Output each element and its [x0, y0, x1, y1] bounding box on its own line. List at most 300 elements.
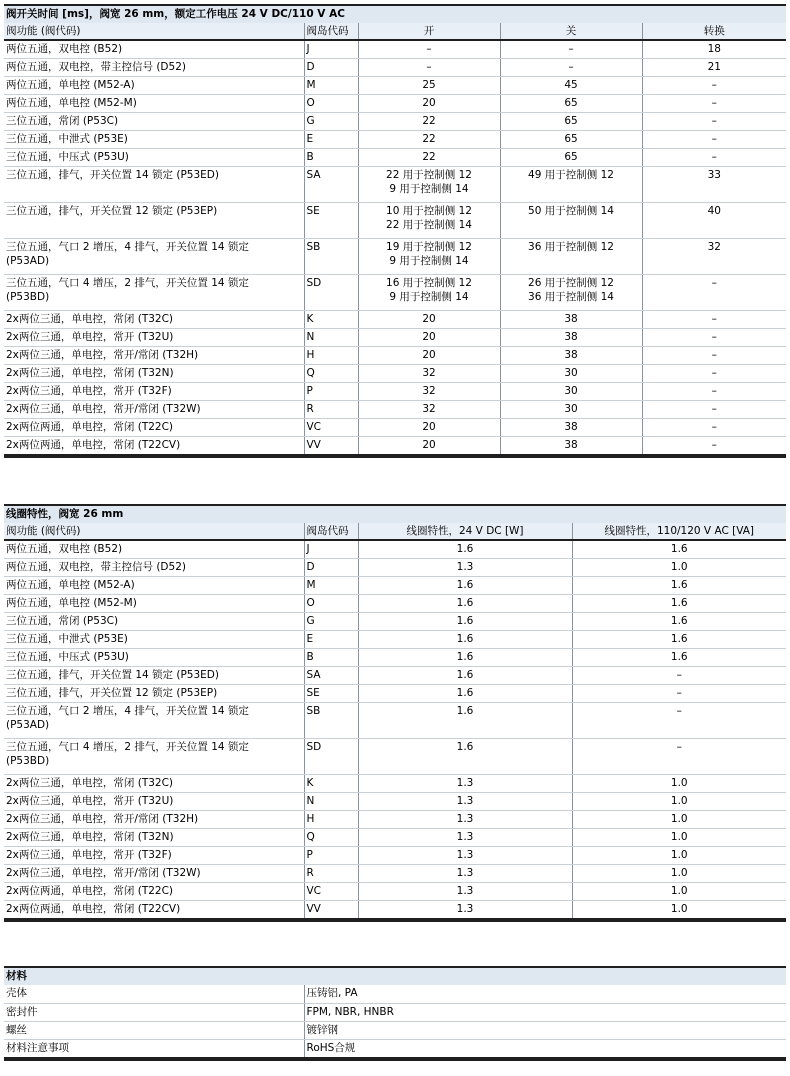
- function-cell: [4, 347, 304, 365]
- open-value: 16 用于控制侧 12: [386, 277, 472, 289]
- close-value: 65: [564, 133, 578, 145]
- function-text: 两位五通，双电控，带主控信号 (D52): [6, 561, 186, 573]
- table-row: [4, 775, 786, 793]
- function-text: 2x两位三通，单电控，常开 (T32F): [6, 385, 172, 397]
- open-value: –: [426, 61, 432, 73]
- table-row: [4, 595, 786, 613]
- function-text: 2x两位三通，单电控，常开 (T32F): [6, 849, 172, 861]
- function-text: 2x两位两通，单电控，常闭 (T22C): [6, 885, 174, 897]
- open-cell: [358, 131, 500, 149]
- function-cell: [4, 613, 304, 631]
- open-cell: [358, 95, 500, 113]
- open-value: 22: [422, 115, 436, 127]
- function-cell: [4, 239, 304, 275]
- code-cell: B: [304, 649, 358, 667]
- table-end-rule: [4, 1059, 786, 1061]
- material-value: 压铸铝, PA: [304, 985, 786, 1003]
- close-cell: [500, 401, 642, 419]
- code-cell: O: [304, 595, 358, 613]
- table-row: [4, 40, 786, 59]
- function-cell: [4, 631, 304, 649]
- function-text: 2x两位两通，单电控，常闭 (T22CV): [6, 903, 181, 915]
- function-text: 两位五通，单电控 (M52-M): [6, 597, 137, 609]
- table-row: [4, 239, 786, 275]
- function-text: 三位五通，中泄式 (P53E): [6, 633, 128, 645]
- switch-cell: –: [642, 131, 786, 149]
- switch-cell: –: [642, 365, 786, 383]
- dc-cell: 1.3: [358, 883, 572, 901]
- close-value-2: 36 用于控制侧 14: [528, 291, 614, 303]
- table-row: [4, 577, 786, 595]
- function-cell: [4, 203, 304, 239]
- function-text: 三位五通，气口 4 增压，2 排气，开关位置 14 锁定: [6, 741, 249, 753]
- function-cell: [4, 311, 304, 329]
- ac-cell: 1.6: [572, 631, 786, 649]
- function-text: 两位五通，单电控 (M52-M): [6, 97, 137, 109]
- table-row: [4, 883, 786, 901]
- code-cell: SD: [304, 275, 358, 311]
- code-cell: K: [304, 775, 358, 793]
- coil-header-ac: 线圈特性，110/120 V AC [VA]: [572, 523, 786, 540]
- code-cell: R: [304, 865, 358, 883]
- switch-cell: –: [642, 149, 786, 167]
- close-value: 26 用于控制侧 12: [528, 277, 614, 289]
- open-cell: [358, 239, 500, 275]
- material-row: [4, 1003, 786, 1021]
- close-cell: [500, 113, 642, 131]
- code-cell: N: [304, 793, 358, 811]
- open-value-2: 9 用于控制侧 14: [389, 183, 469, 195]
- material-label: 密封件: [4, 1003, 304, 1021]
- ac-cell: 1.0: [572, 865, 786, 883]
- function-text: 三位五通，中压式 (P53U): [6, 651, 129, 663]
- table-row: [4, 667, 786, 685]
- materials-title: 材料: [4, 967, 786, 985]
- function-text-cont: (P53BD): [6, 291, 50, 303]
- dc-cell: 1.3: [358, 901, 572, 921]
- material-row: [4, 1021, 786, 1039]
- function-text: 2x两位三通，单电控，常闭 (T32C): [6, 313, 174, 325]
- header-switch: 转换: [642, 23, 786, 40]
- code-cell: SE: [304, 203, 358, 239]
- function-text: 三位五通，中泄式 (P53E): [6, 133, 128, 145]
- code-cell: H: [304, 811, 358, 829]
- dc-cell: 1.6: [358, 703, 572, 739]
- switch-cell: 18: [642, 40, 786, 59]
- table-row: [4, 419, 786, 437]
- function-text: 两位五通，单电控 (M52-A): [6, 579, 135, 591]
- material-row: [4, 985, 786, 1003]
- code-cell: VV: [304, 901, 358, 921]
- close-value: 65: [564, 115, 578, 127]
- function-text: 三位五通，气口 2 增压，4 排气，开关位置 14 锁定: [6, 241, 249, 253]
- code-cell: P: [304, 383, 358, 401]
- close-cell: [500, 383, 642, 401]
- function-cell: [4, 901, 304, 921]
- material-label: 材料注意事项: [4, 1039, 304, 1059]
- close-value: 45: [564, 79, 578, 91]
- code-cell: VV: [304, 437, 358, 457]
- open-cell: [358, 383, 500, 401]
- dc-cell: 1.3: [358, 829, 572, 847]
- close-cell: [500, 167, 642, 203]
- open-value: 22 用于控制侧 12: [386, 169, 472, 181]
- close-value: 30: [564, 385, 578, 397]
- ac-cell: –: [572, 667, 786, 685]
- function-cell: [4, 865, 304, 883]
- table-row: [4, 113, 786, 131]
- open-cell: [358, 77, 500, 95]
- header-close: 关: [500, 23, 642, 40]
- function-cell: [4, 685, 304, 703]
- open-cell: [358, 329, 500, 347]
- switch-cell: 40: [642, 203, 786, 239]
- open-cell: [358, 149, 500, 167]
- close-value: 38: [564, 439, 578, 451]
- open-value: 32: [422, 385, 436, 397]
- code-cell: M: [304, 77, 358, 95]
- function-text: 2x两位三通，单电控，常开/常闭 (T32H): [6, 349, 199, 361]
- ac-cell: 1.0: [572, 811, 786, 829]
- switching-header-row: [4, 23, 786, 40]
- ac-cell: –: [572, 703, 786, 739]
- open-value-2: 9 用于控制侧 14: [389, 255, 469, 267]
- function-cell: [4, 649, 304, 667]
- open-cell: [358, 275, 500, 311]
- ac-cell: 1.6: [572, 540, 786, 559]
- table-row: [4, 703, 786, 739]
- code-cell: B: [304, 149, 358, 167]
- table-row: [4, 847, 786, 865]
- dc-cell: 1.6: [358, 685, 572, 703]
- table-row: [4, 540, 786, 559]
- function-text: 2x两位两通，单电控，常闭 (T22C): [6, 421, 174, 433]
- close-value: 38: [564, 349, 578, 361]
- open-cell: [358, 419, 500, 437]
- function-text: 2x两位三通，单电控，常开/常闭 (T32H): [6, 813, 199, 825]
- close-cell: [500, 149, 642, 167]
- table-row: [4, 437, 786, 457]
- function-text: 2x两位三通，单电控，常闭 (T32N): [6, 367, 174, 379]
- function-cell: [4, 847, 304, 865]
- table-row: [4, 347, 786, 365]
- function-cell: [4, 577, 304, 595]
- table-row: [4, 901, 786, 921]
- open-cell: [358, 113, 500, 131]
- open-value: 20: [422, 331, 436, 343]
- table-row: [4, 649, 786, 667]
- function-cell: [4, 739, 304, 775]
- table-row: [4, 311, 786, 329]
- materials-body: [4, 967, 786, 1061]
- dc-cell: 1.3: [358, 559, 572, 577]
- switch-cell: –: [642, 383, 786, 401]
- ac-cell: –: [572, 685, 786, 703]
- function-text: 两位五通，双电控 (B52): [6, 543, 123, 555]
- code-cell: E: [304, 131, 358, 149]
- table-row: [4, 149, 786, 167]
- close-value: –: [568, 61, 574, 73]
- function-text: 三位五通，排气，开关位置 14 锁定 (P53ED): [6, 669, 219, 681]
- function-text: 三位五通，常闭 (P53C): [6, 115, 119, 127]
- function-text: 2x两位三通，单电控，常闭 (T32C): [6, 777, 174, 789]
- close-value: 49 用于控制侧 12: [528, 169, 614, 181]
- header-open: 开: [358, 23, 500, 40]
- close-value: 50 用于控制侧 14: [528, 205, 614, 217]
- function-text: 三位五通，中压式 (P53U): [6, 151, 129, 163]
- code-cell: N: [304, 329, 358, 347]
- function-cell: [4, 40, 304, 59]
- code-cell: SA: [304, 167, 358, 203]
- code-cell: D: [304, 559, 358, 577]
- function-text-cont: (P53AD): [6, 719, 50, 731]
- code-cell: SB: [304, 239, 358, 275]
- open-cell: [358, 347, 500, 365]
- function-cell: [4, 419, 304, 437]
- open-value: 20: [422, 97, 436, 109]
- code-cell: M: [304, 577, 358, 595]
- code-cell: J: [304, 40, 358, 59]
- close-value: 30: [564, 403, 578, 415]
- open-value: 22: [422, 151, 436, 163]
- dc-cell: 1.3: [358, 793, 572, 811]
- coil-header-code: 阀岛代码: [304, 523, 358, 540]
- function-cell: [4, 95, 304, 113]
- code-cell: VC: [304, 419, 358, 437]
- open-value: 20: [422, 313, 436, 325]
- close-cell: [500, 40, 642, 59]
- function-cell: [4, 811, 304, 829]
- table-row: [4, 811, 786, 829]
- switching-time-body: [4, 5, 786, 458]
- function-text: 两位五通，双电控，带主控信号 (D52): [6, 61, 186, 73]
- open-value: 32: [422, 403, 436, 415]
- open-cell: [358, 365, 500, 383]
- material-value: 镀锌钢: [304, 1021, 786, 1039]
- open-value: 32: [422, 367, 436, 379]
- close-value: 38: [564, 421, 578, 433]
- switching-time-title: 阀开关时间 [ms]，阀宽 26 mm，额定工作电压 24 V DC/110 V AC: [4, 5, 786, 23]
- code-cell: D: [304, 59, 358, 77]
- open-value: 20: [422, 439, 436, 451]
- coil-header-dc: 线圈特性，24 V DC [W]: [358, 523, 572, 540]
- open-value-2: 22 用于控制侧 14: [386, 219, 472, 231]
- table-row: [4, 829, 786, 847]
- table-row: [4, 865, 786, 883]
- function-cell: [4, 883, 304, 901]
- dc-cell: 1.6: [358, 739, 572, 775]
- code-cell: O: [304, 95, 358, 113]
- open-value: 20: [422, 349, 436, 361]
- function-text: 2x两位三通，单电控，常开 (T32U): [6, 795, 174, 807]
- switch-cell: –: [642, 329, 786, 347]
- code-cell: G: [304, 113, 358, 131]
- function-cell: [4, 365, 304, 383]
- function-text: 三位五通，排气，开关位置 12 锁定 (P53EP): [6, 687, 218, 699]
- material-value: FPM, NBR, HNBR: [304, 1003, 786, 1021]
- code-cell: VC: [304, 883, 358, 901]
- table-row: [4, 167, 786, 203]
- close-cell: [500, 95, 642, 113]
- open-value: 19 用于控制侧 12: [386, 241, 472, 253]
- dc-cell: 1.3: [358, 811, 572, 829]
- close-cell: [500, 131, 642, 149]
- open-value: 22: [422, 133, 436, 145]
- function-cell: [4, 131, 304, 149]
- switch-cell: –: [642, 401, 786, 419]
- material-row: [4, 1039, 786, 1059]
- function-cell: [4, 383, 304, 401]
- coil-characteristics-table: [4, 504, 786, 922]
- ac-cell: 1.0: [572, 901, 786, 921]
- table-end-rule: [4, 456, 786, 458]
- function-text: 2x两位三通，单电控，常开/常闭 (T32W): [6, 867, 201, 879]
- switch-cell: –: [642, 419, 786, 437]
- function-text-cont: (P53AD): [6, 255, 50, 267]
- close-cell: [500, 275, 642, 311]
- table-row: [4, 365, 786, 383]
- coil-body: [4, 505, 786, 922]
- function-text: 三位五通，排气，开关位置 14 锁定 (P53ED): [6, 169, 219, 181]
- dc-cell: 1.6: [358, 540, 572, 559]
- dc-cell: 1.3: [358, 847, 572, 865]
- ac-cell: 1.6: [572, 595, 786, 613]
- switch-cell: –: [642, 113, 786, 131]
- open-value: –: [426, 43, 432, 55]
- code-cell: SA: [304, 667, 358, 685]
- ac-cell: 1.6: [572, 613, 786, 631]
- table-end-rule: [4, 920, 786, 922]
- open-cell: [358, 311, 500, 329]
- table-row: [4, 203, 786, 239]
- open-cell: [358, 437, 500, 457]
- code-cell: SE: [304, 685, 358, 703]
- close-value: 65: [564, 97, 578, 109]
- open-value: 10 用于控制侧 12: [386, 205, 472, 217]
- function-text: 2x两位三通，单电控，常闭 (T32N): [6, 831, 174, 843]
- dc-cell: 1.3: [358, 865, 572, 883]
- function-cell: [4, 793, 304, 811]
- close-cell: [500, 239, 642, 275]
- ac-cell: 1.0: [572, 883, 786, 901]
- function-cell: [4, 667, 304, 685]
- table-row: [4, 95, 786, 113]
- function-cell: [4, 329, 304, 347]
- function-cell: [4, 167, 304, 203]
- close-cell: [500, 437, 642, 457]
- coil-title: 线圈特性，阀宽 26 mm: [4, 505, 786, 523]
- close-value: 30: [564, 367, 578, 379]
- code-cell: K: [304, 311, 358, 329]
- open-cell: [358, 40, 500, 59]
- code-cell: R: [304, 401, 358, 419]
- switch-cell: –: [642, 437, 786, 457]
- function-cell: [4, 437, 304, 457]
- function-cell: [4, 829, 304, 847]
- function-text: 2x两位三通，单电控，常开 (T32U): [6, 331, 174, 343]
- close-cell: [500, 311, 642, 329]
- function-text: 三位五通，排气，开关位置 12 锁定 (P53EP): [6, 205, 218, 217]
- table-row: [4, 613, 786, 631]
- function-text-cont: (P53BD): [6, 755, 50, 767]
- function-text: 2x两位两通，单电控，常闭 (T22CV): [6, 439, 181, 451]
- header-function: 阀功能 (阀代码): [4, 23, 304, 40]
- ac-cell: –: [572, 739, 786, 775]
- table-row: [4, 793, 786, 811]
- function-cell: [4, 77, 304, 95]
- dc-cell: 1.6: [358, 577, 572, 595]
- ac-cell: 1.6: [572, 649, 786, 667]
- switch-cell: 21: [642, 59, 786, 77]
- coil-header-function: 阀功能 (阀代码): [4, 523, 304, 540]
- switch-cell: 32: [642, 239, 786, 275]
- material-value: RoHS合规: [304, 1039, 786, 1059]
- close-cell: [500, 203, 642, 239]
- open-cell: [358, 59, 500, 77]
- function-text: 三位五通，气口 2 增压，4 排气，开关位置 14 锁定: [6, 705, 249, 717]
- code-cell: E: [304, 631, 358, 649]
- switch-cell: –: [642, 311, 786, 329]
- switch-cell: –: [642, 347, 786, 365]
- close-value: 38: [564, 331, 578, 343]
- table-row: [4, 383, 786, 401]
- close-cell: [500, 365, 642, 383]
- materials-table: [4, 966, 786, 1061]
- ac-cell: 1.0: [572, 559, 786, 577]
- table-row: [4, 59, 786, 77]
- function-cell: [4, 149, 304, 167]
- material-label: 螺丝: [4, 1021, 304, 1039]
- open-value-2: 9 用于控制侧 14: [389, 291, 469, 303]
- close-cell: [500, 347, 642, 365]
- open-cell: [358, 401, 500, 419]
- function-cell: [4, 540, 304, 559]
- function-cell: [4, 401, 304, 419]
- end-rule-cell: [4, 920, 786, 922]
- open-value: 25: [422, 79, 436, 91]
- close-value: –: [568, 43, 574, 55]
- switch-cell: –: [642, 77, 786, 95]
- function-cell: [4, 113, 304, 131]
- ac-cell: 1.0: [572, 829, 786, 847]
- function-text: 两位五通，双电控 (B52): [6, 43, 123, 55]
- end-rule-cell: [4, 1059, 786, 1061]
- dc-cell: 1.6: [358, 595, 572, 613]
- open-value: 20: [422, 421, 436, 433]
- ac-cell: 1.0: [572, 847, 786, 865]
- dc-cell: 1.3: [358, 775, 572, 793]
- code-cell: P: [304, 847, 358, 865]
- table-row: [4, 685, 786, 703]
- code-cell: SD: [304, 739, 358, 775]
- function-text: 三位五通，气口 4 增压，2 排气，开关位置 14 锁定: [6, 277, 249, 289]
- material-label: 壳体: [4, 985, 304, 1003]
- close-value: 38: [564, 313, 578, 325]
- table-row: [4, 559, 786, 577]
- open-cell: [358, 167, 500, 203]
- code-cell: J: [304, 540, 358, 559]
- table-row: [4, 329, 786, 347]
- close-value: 36 用于控制侧 12: [528, 241, 614, 253]
- function-cell: [4, 775, 304, 793]
- header-code: 阀岛代码: [304, 23, 358, 40]
- table-row: [4, 631, 786, 649]
- function-cell: [4, 275, 304, 311]
- code-cell: SB: [304, 703, 358, 739]
- dc-cell: 1.6: [358, 667, 572, 685]
- close-cell: [500, 77, 642, 95]
- code-cell: H: [304, 347, 358, 365]
